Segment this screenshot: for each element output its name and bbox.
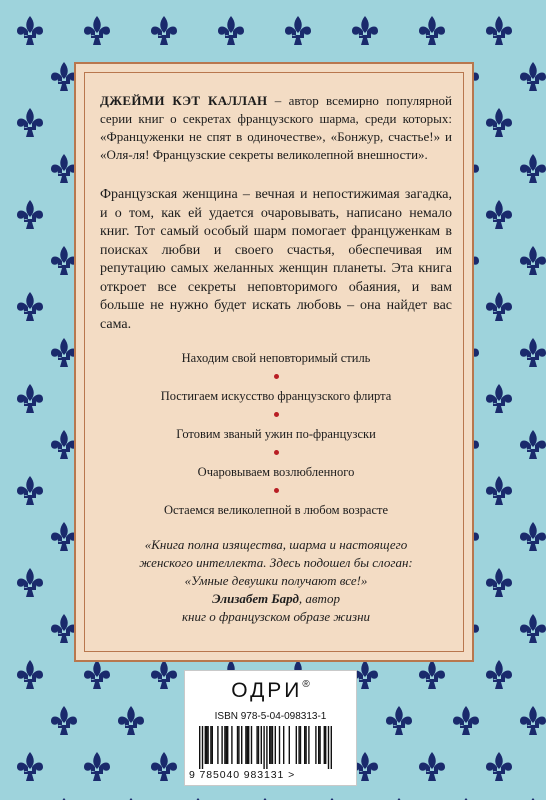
- fleur-de-lis-icon: [218, 16, 244, 45]
- fleur-de-lis-icon: [51, 706, 77, 735]
- feature-list: [100, 350, 452, 518]
- bullet-dot: [274, 488, 279, 493]
- barcode-bar: [298, 726, 299, 764]
- barcode-bar: [258, 726, 259, 764]
- fleur-de-lis-icon: [486, 384, 512, 413]
- barcode-bar: [205, 726, 206, 764]
- barcode-bar: [241, 726, 242, 764]
- author-intro: [100, 92, 452, 164]
- fleur-de-lis-icon: [419, 16, 445, 45]
- fleur-de-lis-icon: [17, 752, 43, 781]
- quote-attribution-line: книг о французском образе жизни: [181, 609, 371, 624]
- fleur-de-lis-icon: [352, 16, 378, 45]
- barcode-bar: [261, 726, 262, 764]
- fleur-de-lis-icon: [17, 384, 43, 413]
- fleur-de-lis-icon: [520, 246, 546, 275]
- bullet-dot: [274, 412, 279, 417]
- fleur-de-lis-icon: [17, 568, 43, 597]
- barcode-bar: [247, 726, 248, 764]
- barcode-bar: [227, 726, 228, 764]
- quote-line: «Книга полна изящества, шарма и настоящего: [144, 537, 408, 552]
- barcode-bar: [207, 726, 208, 764]
- barcode-bar: [318, 726, 319, 764]
- registered-mark: ®: [302, 679, 310, 690]
- barcode-bar: [269, 726, 270, 764]
- fleur-de-lis-icon: [419, 752, 445, 781]
- feature-item: Остаемся великолепной в любом возрасте: [163, 503, 389, 517]
- isbn-text: ISBN 978-5-04-098313-1: [214, 711, 327, 722]
- author-name: ДЖЕЙМИ КЭТ КАЛЛАН: [100, 93, 268, 108]
- fleur-de-lis-icon: [486, 476, 512, 505]
- feature-item: Находим свой неповторимый стиль: [181, 351, 371, 365]
- fleur-de-lis-icon: [486, 568, 512, 597]
- barcode-box: [184, 670, 357, 786]
- barcode-bar: [263, 726, 264, 769]
- barcode-bar: [308, 726, 309, 764]
- barcode-bar: [210, 726, 211, 764]
- barcode-bar: [270, 726, 271, 764]
- fleur-de-lis-icon: [453, 706, 479, 735]
- fleur-de-lis-icon: [386, 706, 412, 735]
- fleur-de-lis-icon: [285, 16, 311, 45]
- fleur-de-lis-icon: [17, 108, 43, 137]
- fleur-de-lis-icon: [151, 16, 177, 45]
- quote-attribution-role: , автор: [298, 591, 340, 606]
- fleur-de-lis-icon: [84, 16, 110, 45]
- fleur-de-lis-icon: [520, 706, 546, 735]
- barcode-bar: [283, 726, 284, 764]
- barcode-digits: 9 785040 983131 >: [189, 769, 296, 781]
- feature-item: Очаровываем возлюбленного: [197, 465, 355, 479]
- barcode-bar: [202, 726, 203, 769]
- barcode-bar: [226, 726, 227, 764]
- barcode-bar: [251, 726, 252, 764]
- barcode-bar: [319, 726, 320, 764]
- fleur-de-lis-icon: [486, 660, 512, 689]
- publisher-logo: [185, 679, 356, 703]
- publisher-logo-text: ОДРИ: [231, 679, 303, 702]
- fleur-de-lis-icon: [520, 338, 546, 367]
- fleur-de-lis-icon: [84, 752, 110, 781]
- bullet-dot: [274, 374, 279, 379]
- barcode-bar: [296, 726, 297, 764]
- fleur-de-lis-icon: [486, 200, 512, 229]
- review-quote: [100, 536, 452, 626]
- barcode-bar: [331, 726, 332, 769]
- feature-item: Готовим званый ужин по-французски: [176, 427, 376, 441]
- book-description: Французская женщина – вечная и непостижимая загадка, и о том, как ей удается очаровывать, написано немало книг. Тот самый особый шарм помогает француженкам в поисках любви и своего счастья, обеспечивая им репутацию самых желанных женщин планеты. Эта книга откроет все секреты неповторимого обаяния, и вам больше не нужно будет искать любовь – она найдет вас сама.: [100, 187, 452, 332]
- barcode-bar: [237, 726, 238, 764]
- barcode-bar: [224, 726, 225, 764]
- fleur-de-lis-icon: [486, 108, 512, 137]
- fleur-de-lis-icon: [520, 614, 546, 643]
- barcode-bar: [199, 726, 200, 769]
- quote-line: женского интеллекта. Здесь подошел бы слоган:: [139, 555, 413, 570]
- fleur-de-lis-icon: [520, 430, 546, 459]
- barcode-bar: [275, 726, 276, 764]
- fleur-de-lis-icon: [151, 660, 177, 689]
- barcode-bar: [325, 726, 326, 764]
- barcode-bar: [279, 726, 280, 764]
- fleur-de-lis-icon: [486, 752, 512, 781]
- fleur-de-lis-icon: [17, 200, 43, 229]
- barcode-bar: [238, 726, 239, 764]
- barcode-bar: [324, 726, 325, 764]
- fleur-de-lis-icon: [17, 476, 43, 505]
- barcode-bar: [328, 726, 329, 769]
- barcode-bar: [289, 726, 290, 764]
- barcode-bar: [248, 726, 249, 764]
- fleur-de-lis-icon: [520, 154, 546, 183]
- author-intro-text: – автор всемирно популярной серии книг о секретах французского шарма, среди которых: «Француженки не спят в одиночестве», «Бонжур, счастье!» и «Оля-ля! Французские секреты великолепной внешности».: [100, 93, 452, 162]
- quote-line: «Умные девушки получают все!»: [184, 573, 368, 588]
- barcode-bars: [199, 726, 345, 770]
- barcode-bar: [305, 726, 306, 764]
- barcode-bar: [212, 726, 213, 764]
- bullet-dot: [274, 450, 279, 455]
- barcode-bar: [304, 726, 305, 764]
- barcode-bar: [300, 726, 301, 764]
- barcode-bar: [256, 726, 257, 764]
- back-cover-text: [100, 92, 452, 626]
- fleur-de-lis-icon: [84, 660, 110, 689]
- fleur-de-lis-icon: [486, 16, 512, 45]
- fleur-de-lis-icon: [151, 752, 177, 781]
- barcode-bar: [266, 726, 267, 769]
- barcode-bar: [245, 726, 246, 764]
- barcode-bar: [231, 726, 232, 764]
- barcode-bar: [272, 726, 273, 764]
- fleur-de-lis-icon: [486, 292, 512, 321]
- fleur-de-lis-icon: [118, 706, 144, 735]
- feature-item: Постигаем искусство французского флирта: [160, 389, 392, 403]
- barcode-bar: [217, 726, 218, 764]
- barcode-bar: [221, 726, 222, 764]
- fleur-de-lis-icon: [520, 62, 546, 91]
- quote-attribution-name: Элизабет Бард: [212, 591, 299, 606]
- fleur-de-lis-icon: [17, 660, 43, 689]
- fleur-de-lis-icon: [419, 660, 445, 689]
- fleur-de-lis-icon: [520, 522, 546, 551]
- fleur-de-lis-icon: [17, 16, 43, 45]
- barcode-bar: [315, 726, 316, 764]
- fleur-de-lis-icon: [17, 292, 43, 321]
- barcode-bar: [206, 726, 207, 764]
